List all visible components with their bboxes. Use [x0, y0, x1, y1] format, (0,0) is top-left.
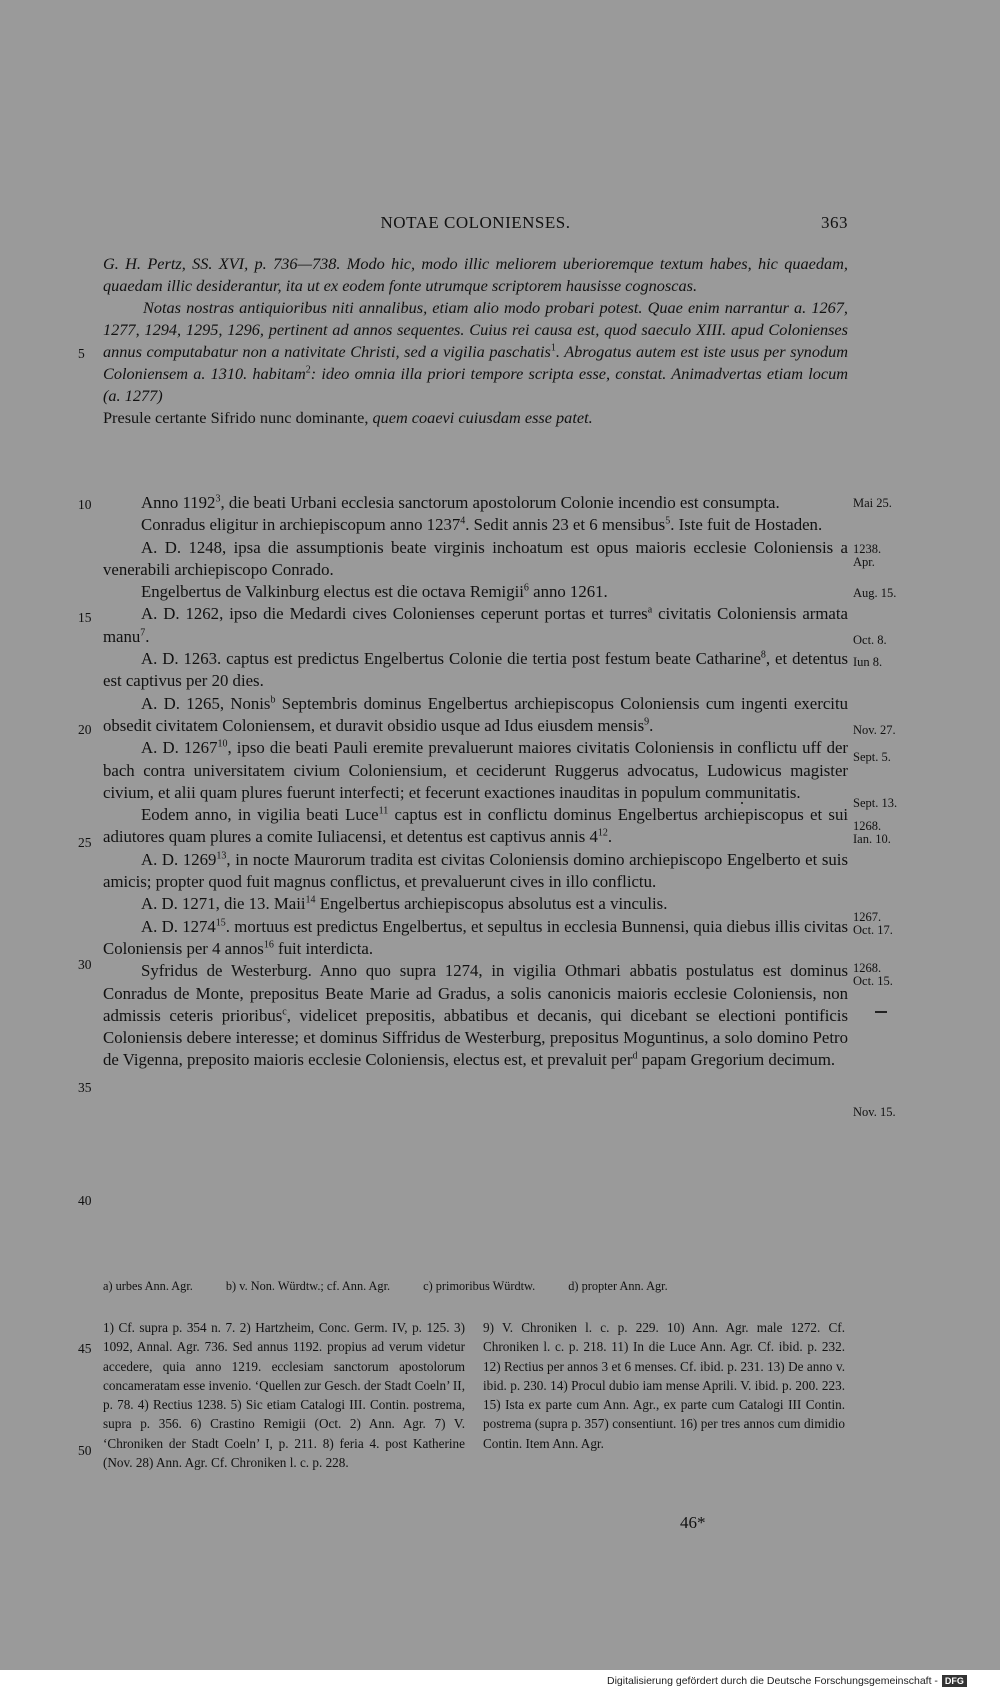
annal-entry: A. D. 1267$^{10}$, ipso die beati Pauli eremite prevaluerunt maiores civitatis Coloniensis in conflictu uff der bach contra universitatem civium Coloniensium, et ceciderunt Ruggerus advocatus, Ludowicus magister civium, et alii quam plures fuerunt interfecti; et fecerunt exactiones inauditas in populum communitatis.: [103, 738, 848, 802]
margin-date: Mai 25.: [853, 496, 892, 510]
line-number: 20: [78, 722, 92, 737]
editorial-introduction: [103, 253, 848, 429]
line-number: 40: [78, 1193, 92, 1208]
page-number: 363: [821, 213, 848, 232]
margin-date: Sept. 5.: [853, 750, 891, 764]
annal-entry: Anno 1192$^3$, die beati Urbani ecclesia sanctorum apostolorum Colonie incendio est consumpta.: [141, 493, 780, 512]
margin-date: 1268. Oct. 15.: [853, 961, 893, 988]
margin-mark: [875, 1011, 887, 1013]
annal-entry: Syfridus de Westerburg. Anno quo supra 1274, in vigilia Othmari abbatis postulatus est dominus Conradus de Monte, prepositus Beate Marie ad Gradus, a solis canonicis maioris ecclesie Coloniensis, non admissis ceteris prioribus$^c$, videlicet prepositis, abbatibus et decanis, qui dicebant se electioni pontificis Coloniensis debere interesse; et dominus Siffridus de Westerburg, prepositus Moguntinus, a solo domino Petro de Vigenna, preposito maioris ecclesie Coloniensis, electus est, et prevaluit per$^d$ papam Gregorium decimum.: [103, 961, 848, 1070]
margin-date: Nov. 27.: [853, 723, 896, 737]
apparatus-note: c) primoribus Würdtw.: [423, 1279, 536, 1293]
margin-date: Oct. 8.: [853, 633, 887, 647]
annal-entry: A. D. 1263. captus est predictus Engelbertus Colonie die tertia post festum beate Catharine$^8$, et detentus est captivus per 20 dies.: [103, 649, 848, 691]
digitization-credit: Digitalisierung gefördert durch die Deutsche Forschungsgemeinschaft - DFG: [607, 1675, 967, 1687]
running-title: NOTAE COLONIENSES.: [380, 213, 571, 232]
margin-date: Nov. 15.: [853, 1105, 896, 1119]
apparatus-note: d) propter Ann. Agr.: [568, 1279, 668, 1293]
line-number: 35: [78, 1080, 92, 1095]
annal-entry: A. D. 1274$^{15}$. mortuus est predictus Engelbertus, et sepultus in ecclesia Bunnensi, quia diebus illis civitas Coloniensis per 4 annos$^{16}$ fuit interdicta.: [103, 916, 848, 958]
line-number: 10: [78, 497, 92, 512]
margin-date: Iun 8.: [853, 655, 883, 669]
signature-mark: 46*: [680, 1513, 706, 1532]
annal-entry: A. D. 1262, ipso die Medardi cives Colonienses ceperunt portas et turres$^a$ civitatis Coloniensis armata manu$^7$.: [103, 604, 848, 646]
apparatus-note: a) urbes Ann. Agr.: [103, 1279, 193, 1293]
annals-text: [103, 492, 848, 1072]
line-number: 50: [78, 1443, 92, 1458]
line-number: 45: [78, 1341, 92, 1356]
annal-entry: Eodem anno, in vigilia beati Luce$^{11}$ captus est in conflictu dominus Engelbertus archiepiscopus et sui adiutores quam plures a comite Iuliacensi, et detentus est captivus annis $4^{12}$.: [103, 805, 848, 847]
annal-entry: Engelbertus de Valkinburg electus est die octava Remigii$^6$ anno 1261.: [141, 582, 608, 602]
apparatus-note: b) v. Non. Würdtw.; cf. Ann. Agr.: [225, 1279, 391, 1293]
margin-date: 1267. Oct. 17.: [853, 910, 893, 937]
annal-entry: A. D. 1271, die 13. Maii$^{14}$ Engelbertus archiepiscopus absolutus est a vinculis.: [141, 894, 668, 914]
annal-entry: A. D. 1265, Nonis$^b$ Septembris dominus Engelbertus archiepiscopus Coloniensis cum ingenti exercitu obsedit civitatem Coloniensem, et duravit obsidio usque ad Idus eiusdem mensis$^9$.: [103, 693, 848, 735]
annal-entry: A. D. 1269$^{13}$, in nocte Maurorum tradita est civitas Coloniensis domino archiepiscopo Engelberto et suis amicis; propter quod fuit magnus conflictus, et prevaluerunt cives in illo conflictu.: [103, 849, 848, 892]
line-number: 30: [78, 957, 92, 972]
line-number: 5: [78, 346, 85, 361]
annal-entry: Conradus eligitur in archiepiscopum anno 1237$^4$. Sedit annis 23 et 6 mensibus$^5$. Iste fuit de Hostaden.: [141, 515, 823, 535]
margin-date: Aug. 15.: [853, 586, 897, 600]
annal-entry: A. D. 1248, ipsa die assumptionis beate virginis inchoatum est opus maioris ecclesie Coloniensis a venerabili archiepiscopo Conrado.: [103, 537, 848, 579]
line-number: 15: [78, 610, 92, 625]
intro-paragraph: G. H. Pertz, SS. XVI, p. 736—738. Modo hic, modo illic meliorem uberioremque textum habes, hic quaedam, quaedam illic desiderantur, ita ut ex eodem fonte utrumque scriptorem hausisse cognoscas.: [103, 254, 848, 295]
footnotes-left-column: 1) Cf. supra p. 354 n. 7. 2) Hartzheim, Conc. Germ. IV, p. 125. 3) 1092, Annal. Agr. 736. Sed annus 1192. propius ad verum videtur accedere, quia anno 1219. ecclesiam sanctorum apostolorum concameratam esse invenio. ‘Quellen zur Gesch. der Stadt Coeln’ II, p. 78. 4) Rectius 1238. 5) Sic etiam Catalogi III. Contin. postrema, supra p. 356. 6) Crastino Remigii (Oct. 2) Ann. Agr. 7) V. ‘Chroniken der Stadt Coeln’ I, p. 211. 8) feria 4. post Katherine (Nov. 28) Ann. Agr. Cf. Chroniken l. c. p. 228.: [103, 1320, 465, 1471]
dfg-logo: DFG: [942, 1675, 967, 1687]
margin-date: 1268. Ian. 10.: [853, 819, 891, 846]
margin-date: Sept. 13.: [853, 796, 898, 810]
running-header: [103, 213, 848, 239]
footnotes-right-column: 9) V. Chroniken l. c. p. 229. 10) Ann. Agr. male 1272. Cf. Chroniken l. c. p. 218. 11) In die Luce Ann. Agr. Cf. ibid. p. 232. 12) Rectius per annos 3 et 6 menses. Cf. ibid. p. 231. 13) De anno v. ibid. p. 230. 14) Procul dubio iam mense Aprili. V. ibid. p. 200. 223. 15) Ista ex parte cum Ann. Agr., ex parte cum Catalogi III Contin. postrema (supra p. 357) consentiunt. 16) per tres annos cum dimidio Contin. Item Ann. Agr.: [483, 1320, 845, 1451]
line-number: 25: [78, 835, 92, 850]
critical-apparatus: [103, 1279, 848, 1294]
intro-paragraph: Notas nostras antiquioribus niti annalibus, etiam alio modo probari potest. Quae enim narrantur a. 1267, 1277, 1294, 1295, 1296, pertinent ad annos sequentes. Cuius rei causa est, quod saeculo XIII. apud Colonienses annus computabatur non a nativitate Christi, sed a vigilia paschatis$^1$. Abrogatus autem est iste usus per synodum Coloniensem a. 1310. habitam$^2$: ideo omnia illa priori tempore scripta esse, constat. Animadvertas etiam locum (a. 1277) Presule certante Sifrido nunc dominante, quem coaevi cuiusdam esse patet.: [103, 298, 849, 427]
margin-date: 1238. Apr.: [853, 542, 882, 569]
